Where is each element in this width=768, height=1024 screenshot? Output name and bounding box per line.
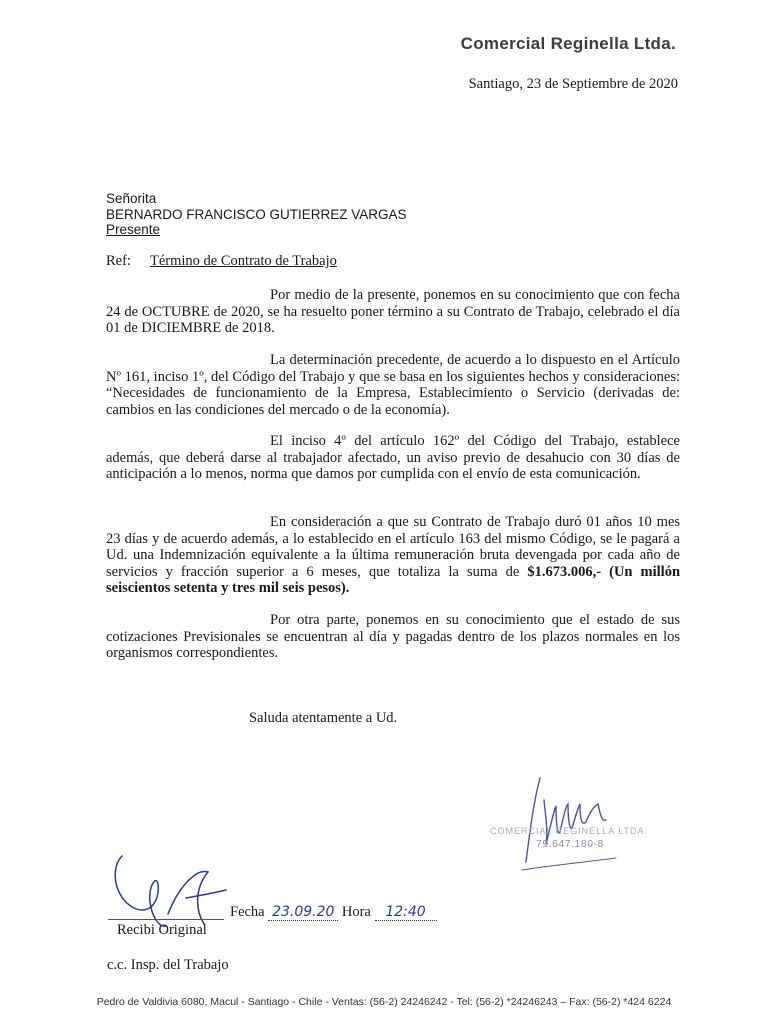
stamp-rut: 79.647.180-8 (536, 838, 604, 850)
paragraph-legal-basis (106, 352, 680, 418)
recipient-salutation: Señorita (106, 191, 157, 206)
recipient-presente: Presente (106, 222, 161, 237)
hora-label: Hora (341, 904, 371, 920)
paragraph-legal-basis-text: La determinación precedente, de acuerdo a lo dispuesto en el Artículo Nº 161, inciso 1º, del Código del Trabajo y que se basa en los siguientes hechos y consideraciones: “Necesidades de funcionamiento de la Empresa, Establecimiento o Servicio (derivadas de: cambios en las condiciones del mercado o de la economía). (106, 352, 680, 418)
paragraph-termination-text: Por medio de la presente, ponemos en su conocimiento que con fecha 24 de OCTUBRE de 2020, se ha resuelto poner término a su Contrato de Trabajo, celebrado el día 01 de DICIEMBRE de 2018. (106, 287, 680, 336)
signature-line (108, 919, 224, 920)
hora-handwritten-value: 12:40 (375, 904, 437, 921)
letter-date: Santiago, 23 de Septiembre de 2020 (468, 76, 678, 92)
paragraph-indemnity-text: En consideración a que su Contrato de Trabajo duró 01 años 10 mes 23 días y de acuerdo además, a lo establecido en el artículo 163 del mismo Código, se le pagará a Ud. una Indemnización equivalente a la última remuneración bruta devengada por cada año de servicios y fracción superior a 6 meses, que totaliza la suma de (106, 514, 680, 580)
fecha-label: Fecha (230, 904, 265, 920)
recipient-name: BERNARDO FRANCISCO GUTIERREZ VARGAS (106, 206, 407, 222)
carbon-copy-line: c.c. Insp. del Trabajo (107, 957, 229, 973)
paragraph-pension (106, 612, 680, 662)
company-signature (486, 770, 649, 880)
company-name: Comercial Reginella Ltda. (460, 34, 676, 53)
fecha-handwritten-value: 23.09.20 (268, 904, 338, 921)
closing-line: Saluda atentamente a Ud. (249, 710, 398, 726)
recipient-block (106, 191, 407, 238)
stamp-company-text: COMERCIAL REGINELLA LTDA. (490, 826, 649, 836)
receipt-date-time-row (230, 904, 437, 921)
paragraph-notice-text: El inciso 4º del artículo 162º del Código del Trabajo, establece además, que deberá darse al trabajador afectado, un aviso previo de desahucio con 30 días de anticipación a lo menos, norma que damos por cumplida con el envío de esta comunicación. (106, 433, 680, 482)
paragraph-pension-text: Por otra parte, ponemos en su conocimiento que el estado de sus cotizaciones Previsionales se encuentran al día y pagadas dentro de los plazos normales en los organismos correspondientes. (106, 612, 680, 661)
footer-address: Pedro de Valdivia 6080, Macul - Santiago - Chile - Ventas: (56-2) 24246242 - Tel: (56-2) *24246243 – Fax: (56-2) *424 6224 (96, 996, 672, 1008)
receipt-label: Recibi Original (117, 922, 207, 938)
paragraph-indemnity (106, 514, 680, 597)
reference-line (106, 253, 337, 270)
paragraph-termination (106, 287, 680, 337)
paragraph-notice (106, 433, 680, 483)
indemnity-amount: $1.673.006,- (Un millón seiscientos setenta y tres mil seis pesos). (106, 563, 681, 596)
reference-subject: Término de Contrato de Trabajo (150, 253, 337, 269)
reference-label: Ref: (106, 253, 131, 269)
